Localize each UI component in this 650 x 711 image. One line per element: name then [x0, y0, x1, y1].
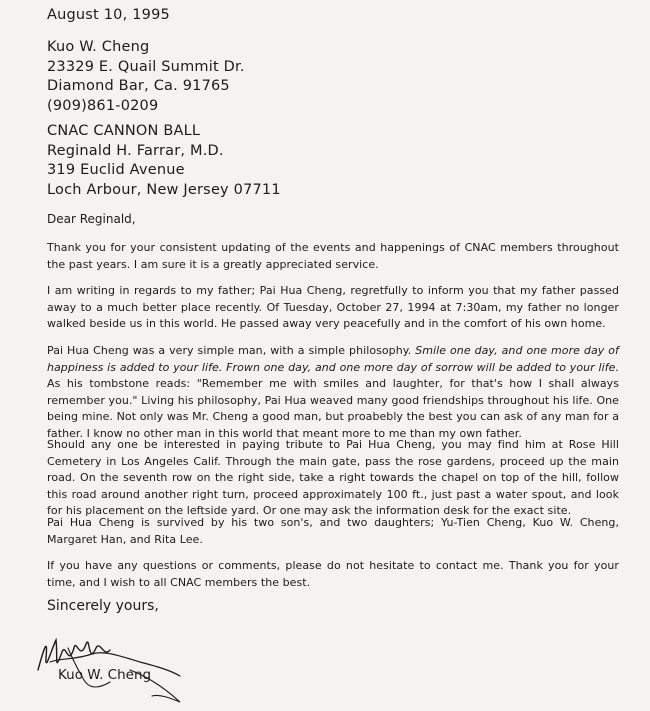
paragraph-announcement: I am writing in regards to my father; Pai Hua Cheng, regretfully to inform you that my father passed away to a much better place recently. Of Tuesday, October 27, 1994 at 7:30am, my father no longer walked beside us in this world. He passed away very peacefully and in the comfort of his own home. — [47, 284, 619, 331]
handwritten-signature — [30, 618, 200, 708]
sender-name: Kuo W. Cheng — [47, 39, 150, 55]
recipient-name: Reginald H. Farrar, M.D. — [47, 142, 224, 159]
sender-city: Diamond Bar, Ca. 91765 — [47, 78, 230, 94]
philosophy-intro: Pai Hua Cheng was a very simple man, with a simple philosophy. — [47, 344, 412, 357]
paragraph-philosophy — [47, 343, 619, 443]
letter-date: August 10, 1995 — [47, 7, 170, 23]
recipient-org: CNAC CANNON BALL — [47, 123, 201, 139]
paragraph-survivors: Pai Hua Cheng is survived by his two son's, and two daughters; Yu-Tien Cheng, Kuo W. Cheng, Margaret Han, and Rita Lee. — [47, 516, 619, 546]
paragraph-cemetery: Should any one be interested in paying tribute to Pai Hua Cheng, you may find him at Rose Hill Cemetery in Los Angeles Calif. Through the main gate, pass the rose gardens, proceed up the main road. On the seventh row on the right side, take a right towards the chapel on top of the hill, follow this road around another right turn, proceed approximately 100 ft., just past a water spout, and look for his placement on the leftside yard. Or one may ask the information desk for the exact site. — [47, 438, 619, 518]
recipient-street: 319 Euclid Avenue — [47, 162, 185, 178]
recipient-address — [47, 122, 281, 200]
philosophy-quote: Smile one day, and one more day of happiness is added to your life. Frown one day, and one more day of sorrow will be added to your life. — [47, 344, 619, 374]
sender-address — [47, 38, 245, 116]
closing-line: Sincerely yours, — [47, 598, 159, 614]
sender-phone: (909)861-0209 — [47, 97, 159, 114]
salutation: Dear Reginald, — [47, 212, 136, 226]
paragraph-closing: If you have any questions or comments, please do not hesitate to contact me. Thank you for your time, and I wish to all CNAC members the best. — [47, 559, 619, 589]
sender-street: 23329 E. Quail Summit Dr. — [47, 58, 245, 75]
recipient-city: Loch Arbour, New Jersey 07711 — [47, 181, 281, 198]
philosophy-rest: As his tombstone reads: "Remember me with smiles and laughter, for that's how I shall always remember you." Living his philosophy, Pai Hua weaved many good friendships throughout his life. One being mine. Not only was Mr. Cheng a good man, but proabebly the best you can ask of any man for a father. I know no other man in this world that meant more to me than my own father. — [47, 377, 619, 440]
paragraph-thanks: Thank you for your consistent updating of the events and happenings of CNAC members throughout the past years. I am sure it is a greatly appreciated service. — [47, 241, 619, 271]
signature-name: Kuo W. Cheng — [58, 667, 152, 683]
